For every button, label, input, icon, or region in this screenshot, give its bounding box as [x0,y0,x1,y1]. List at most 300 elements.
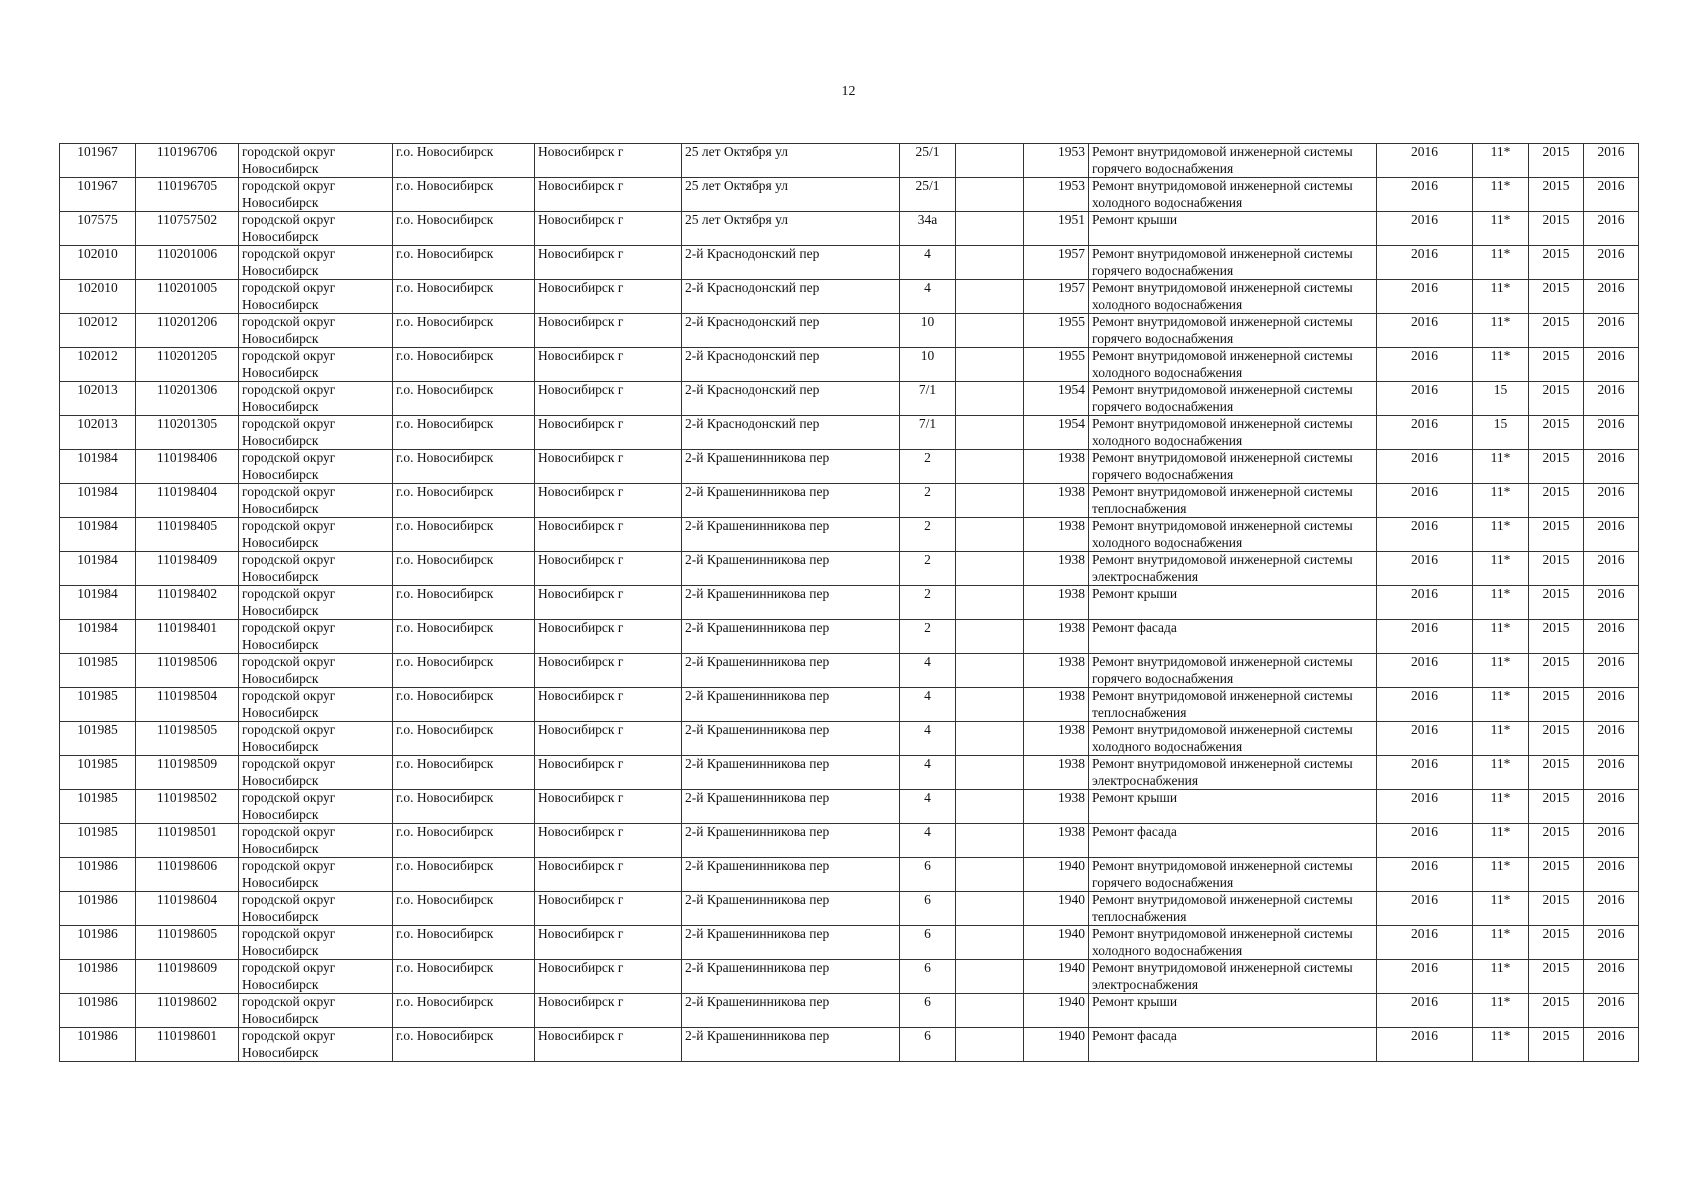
start-year-cell: 2015 [1529,858,1584,892]
district-cell: г.о. Новосибирск [393,824,535,858]
municipality-cell: городской округ Новосибирск [239,994,393,1028]
plan-year-cell: 2016 [1377,518,1473,552]
building-cell [956,552,1024,586]
end-year-cell: 2016 [1584,416,1639,450]
street-cell: 2-й Крашенинникова пер [682,450,900,484]
start-year-cell: 2015 [1529,484,1584,518]
street-cell: 2-й Крашенинникова пер [682,756,900,790]
year-built-cell: 1938 [1024,756,1089,790]
work-type-cell: Ремонт внутридомовой инженерной системы холодного водоснабжения [1089,178,1377,212]
plan-year-cell: 2016 [1377,212,1473,246]
plan-year-cell: 2016 [1377,144,1473,178]
year-built-cell: 1954 [1024,382,1089,416]
work-type-cell: Ремонт внутридомовой инженерной системы холодного водоснабжения [1089,416,1377,450]
year-built-cell: 1940 [1024,926,1089,960]
table-row [60,382,1639,416]
plan-year-cell: 2016 [1377,246,1473,280]
table-row [60,1028,1639,1062]
work-type-cell: Ремонт крыши [1089,586,1377,620]
building-cell [956,1028,1024,1062]
start-year-cell: 2015 [1529,586,1584,620]
object-id-cell: 110198602 [136,994,239,1028]
end-year-cell: 2016 [1584,756,1639,790]
street-cell: 2-й Краснодонский пер [682,416,900,450]
start-year-cell: 2015 [1529,620,1584,654]
criterion-cell: 15 [1473,382,1529,416]
building-cell [956,654,1024,688]
object-id-cell: 110196705 [136,178,239,212]
object-id-cell: 110201205 [136,348,239,382]
plan-year-cell: 2016 [1377,348,1473,382]
start-year-cell: 2015 [1529,212,1584,246]
object-id-cell: 110198609 [136,960,239,994]
municipality-cell: городской округ Новосибирск [239,416,393,450]
plan-year-cell: 2016 [1377,1028,1473,1062]
work-type-cell: Ремонт фасада [1089,824,1377,858]
house-id-cell: 101985 [60,756,136,790]
building-cell [956,790,1024,824]
city-cell: Новосибирск г [535,450,682,484]
street-cell: 2-й Крашенинникова пер [682,892,900,926]
municipality-cell: городской округ Новосибирск [239,348,393,382]
work-type-cell: Ремонт внутридомовой инженерной системы электроснабжения [1089,960,1377,994]
city-cell: Новосибирск г [535,348,682,382]
city-cell: Новосибирск г [535,416,682,450]
street-cell: 2-й Крашенинникова пер [682,824,900,858]
street-cell: 2-й Крашенинникова пер [682,484,900,518]
building-cell [956,144,1024,178]
city-cell: Новосибирск г [535,178,682,212]
work-type-cell: Ремонт внутридомовой инженерной системы горячего водоснабжения [1089,858,1377,892]
criterion-cell: 15 [1473,416,1529,450]
house-number-cell: 2 [900,586,956,620]
table-row [60,586,1639,620]
municipality-cell: городской округ Новосибирск [239,654,393,688]
start-year-cell: 2015 [1529,552,1584,586]
city-cell: Новосибирск г [535,552,682,586]
end-year-cell: 2016 [1584,1028,1639,1062]
house-id-cell: 101986 [60,1028,136,1062]
municipality-cell: городской округ Новосибирск [239,960,393,994]
year-built-cell: 1940 [1024,1028,1089,1062]
table-row [60,348,1639,382]
table-row [60,858,1639,892]
start-year-cell: 2015 [1529,178,1584,212]
district-cell: г.о. Новосибирск [393,960,535,994]
city-cell: Новосибирск г [535,892,682,926]
year-built-cell: 1938 [1024,620,1089,654]
city-cell: Новосибирск г [535,790,682,824]
object-id-cell: 110198504 [136,688,239,722]
year-built-cell: 1957 [1024,280,1089,314]
building-cell [956,246,1024,280]
house-number-cell: 4 [900,688,956,722]
house-id-cell: 101985 [60,654,136,688]
municipality-cell: городской округ Новосибирск [239,926,393,960]
house-number-cell: 6 [900,892,956,926]
object-id-cell: 110201206 [136,314,239,348]
district-cell: г.о. Новосибирск [393,756,535,790]
object-id-cell: 110198404 [136,484,239,518]
house-id-cell: 101985 [60,790,136,824]
municipality-cell: городской округ Новосибирск [239,552,393,586]
city-cell: Новосибирск г [535,586,682,620]
house-id-cell: 101986 [60,960,136,994]
start-year-cell: 2015 [1529,314,1584,348]
house-id-cell: 101986 [60,926,136,960]
object-id-cell: 110198505 [136,722,239,756]
criterion-cell: 11* [1473,212,1529,246]
start-year-cell: 2015 [1529,756,1584,790]
criterion-cell: 11* [1473,348,1529,382]
object-id-cell: 110198405 [136,518,239,552]
object-id-cell: 110198606 [136,858,239,892]
municipality-cell: городской округ Новосибирск [239,756,393,790]
street-cell: 2-й Крашенинникова пер [682,688,900,722]
object-id-cell: 110198401 [136,620,239,654]
plan-year-cell: 2016 [1377,994,1473,1028]
building-cell [956,926,1024,960]
object-id-cell: 110198501 [136,824,239,858]
criterion-cell: 11* [1473,280,1529,314]
district-cell: г.о. Новосибирск [393,178,535,212]
plan-year-cell: 2016 [1377,858,1473,892]
start-year-cell: 2015 [1529,688,1584,722]
street-cell: 2-й Краснодонский пер [682,314,900,348]
house-number-cell: 25/1 [900,144,956,178]
criterion-cell: 11* [1473,858,1529,892]
plan-year-cell: 2016 [1377,484,1473,518]
plan-year-cell: 2016 [1377,824,1473,858]
district-cell: г.о. Новосибирск [393,858,535,892]
house-id-cell: 101984 [60,518,136,552]
criterion-cell: 11* [1473,246,1529,280]
district-cell: г.о. Новосибирск [393,722,535,756]
year-built-cell: 1957 [1024,246,1089,280]
city-cell: Новосибирск г [535,280,682,314]
street-cell: 2-й Крашенинникова пер [682,518,900,552]
start-year-cell: 2015 [1529,382,1584,416]
city-cell: Новосибирск г [535,960,682,994]
criterion-cell: 11* [1473,484,1529,518]
house-id-cell: 101986 [60,858,136,892]
year-built-cell: 1938 [1024,484,1089,518]
building-cell [956,858,1024,892]
building-cell [956,688,1024,722]
street-cell: 2-й Крашенинникова пер [682,654,900,688]
year-built-cell: 1953 [1024,144,1089,178]
object-id-cell: 110198506 [136,654,239,688]
table-row [60,144,1639,178]
house-number-cell: 34а [900,212,956,246]
plan-year-cell: 2016 [1377,790,1473,824]
year-built-cell: 1938 [1024,722,1089,756]
city-cell: Новосибирск г [535,722,682,756]
criterion-cell: 11* [1473,756,1529,790]
work-type-cell: Ремонт внутридомовой инженерной системы холодного водоснабжения [1089,348,1377,382]
plan-year-cell: 2016 [1377,552,1473,586]
table-row [60,892,1639,926]
building-cell [956,484,1024,518]
work-type-cell: Ремонт крыши [1089,790,1377,824]
building-cell [956,960,1024,994]
house-number-cell: 4 [900,246,956,280]
municipality-cell: городской округ Новосибирск [239,280,393,314]
house-number-cell: 4 [900,722,956,756]
street-cell: 2-й Краснодонский пер [682,280,900,314]
end-year-cell: 2016 [1584,926,1639,960]
house-number-cell: 4 [900,824,956,858]
house-number-cell: 6 [900,858,956,892]
street-cell: 25 лет Октября ул [682,178,900,212]
criterion-cell: 11* [1473,790,1529,824]
house-id-cell: 101984 [60,450,136,484]
municipality-cell: городской округ Новосибирск [239,518,393,552]
district-cell: г.о. Новосибирск [393,552,535,586]
city-cell: Новосибирск г [535,314,682,348]
start-year-cell: 2015 [1529,416,1584,450]
table-row [60,926,1639,960]
year-built-cell: 1940 [1024,960,1089,994]
house-number-cell: 6 [900,960,956,994]
house-id-cell: 102012 [60,314,136,348]
work-type-cell: Ремонт внутридомовой инженерной системы теплоснабжения [1089,484,1377,518]
object-id-cell: 110198604 [136,892,239,926]
criterion-cell: 11* [1473,178,1529,212]
work-type-cell: Ремонт внутридомовой инженерной системы горячего водоснабжения [1089,246,1377,280]
object-id-cell: 110201306 [136,382,239,416]
house-number-cell: 4 [900,790,956,824]
municipality-cell: городской округ Новосибирск [239,586,393,620]
house-id-cell: 101985 [60,824,136,858]
table-row [60,756,1639,790]
end-year-cell: 2016 [1584,552,1639,586]
house-number-cell: 2 [900,450,956,484]
city-cell: Новосибирск г [535,756,682,790]
end-year-cell: 2016 [1584,960,1639,994]
end-year-cell: 2016 [1584,348,1639,382]
start-year-cell: 2015 [1529,790,1584,824]
building-cell [956,348,1024,382]
year-built-cell: 1954 [1024,416,1089,450]
city-cell: Новосибирск г [535,858,682,892]
table-row [60,654,1639,688]
work-type-cell: Ремонт крыши [1089,994,1377,1028]
start-year-cell: 2015 [1529,960,1584,994]
street-cell: 2-й Крашенинникова пер [682,722,900,756]
criterion-cell: 11* [1473,654,1529,688]
year-built-cell: 1938 [1024,688,1089,722]
plan-year-cell: 2016 [1377,280,1473,314]
end-year-cell: 2016 [1584,280,1639,314]
end-year-cell: 2016 [1584,722,1639,756]
building-cell [956,722,1024,756]
house-id-cell: 107575 [60,212,136,246]
table-row [60,518,1639,552]
municipality-cell: городской округ Новосибирск [239,688,393,722]
municipality-cell: городской округ Новосибирск [239,314,393,348]
building-cell [956,994,1024,1028]
building-cell [956,314,1024,348]
building-cell [956,178,1024,212]
work-type-cell: Ремонт внутридомовой инженерной системы электроснабжения [1089,552,1377,586]
work-type-cell: Ремонт внутридомовой инженерной системы электроснабжения [1089,756,1377,790]
building-cell [956,416,1024,450]
table-row [60,416,1639,450]
end-year-cell: 2016 [1584,790,1639,824]
criterion-cell: 11* [1473,518,1529,552]
criterion-cell: 11* [1473,586,1529,620]
house-number-cell: 2 [900,518,956,552]
work-type-cell: Ремонт внутридомовой инженерной системы теплоснабжения [1089,688,1377,722]
building-cell [956,212,1024,246]
table-row [60,722,1639,756]
house-number-cell: 7/1 [900,416,956,450]
object-id-cell: 110201005 [136,280,239,314]
plan-year-cell: 2016 [1377,314,1473,348]
house-id-cell: 102013 [60,382,136,416]
house-number-cell: 4 [900,280,956,314]
start-year-cell: 2015 [1529,450,1584,484]
street-cell: 2-й Крашенинникова пер [682,994,900,1028]
end-year-cell: 2016 [1584,314,1639,348]
plan-year-cell: 2016 [1377,620,1473,654]
start-year-cell: 2015 [1529,348,1584,382]
table-row [60,450,1639,484]
city-cell: Новосибирск г [535,144,682,178]
work-type-cell: Ремонт фасада [1089,1028,1377,1062]
start-year-cell: 2015 [1529,892,1584,926]
building-cell [956,756,1024,790]
street-cell: 2-й Крашенинникова пер [682,1028,900,1062]
work-type-cell: Ремонт крыши [1089,212,1377,246]
plan-year-cell: 2016 [1377,450,1473,484]
district-cell: г.о. Новосибирск [393,144,535,178]
start-year-cell: 2015 [1529,994,1584,1028]
city-cell: Новосибирск г [535,1028,682,1062]
house-id-cell: 101984 [60,484,136,518]
municipality-cell: городской округ Новосибирск [239,722,393,756]
table-row [60,552,1639,586]
city-cell: Новосибирск г [535,620,682,654]
year-built-cell: 1938 [1024,586,1089,620]
end-year-cell: 2016 [1584,178,1639,212]
table-row [60,688,1639,722]
district-cell: г.о. Новосибирск [393,212,535,246]
work-type-cell: Ремонт внутридомовой инженерной системы холодного водоснабжения [1089,280,1377,314]
table-row [60,620,1639,654]
municipality-cell: городской округ Новосибирск [239,450,393,484]
object-id-cell: 110198509 [136,756,239,790]
building-cell [956,518,1024,552]
end-year-cell: 2016 [1584,858,1639,892]
work-type-cell: Ремонт внутридомовой инженерной системы горячего водоснабжения [1089,144,1377,178]
street-cell: 2-й Крашенинникова пер [682,552,900,586]
table-row [60,484,1639,518]
city-cell: Новосибирск г [535,688,682,722]
municipality-cell: городской округ Новосибирск [239,620,393,654]
start-year-cell: 2015 [1529,654,1584,688]
building-cell [956,620,1024,654]
criterion-cell: 11* [1473,960,1529,994]
district-cell: г.о. Новосибирск [393,586,535,620]
table-body [60,144,1639,1062]
plan-year-cell: 2016 [1377,722,1473,756]
municipality-cell: городской округ Новосибирск [239,246,393,280]
house-number-cell: 10 [900,348,956,382]
work-type-cell: Ремонт внутридомовой инженерной системы холодного водоснабжения [1089,722,1377,756]
house-id-cell: 101986 [60,892,136,926]
municipality-cell: городской округ Новосибирск [239,212,393,246]
plan-year-cell: 2016 [1377,178,1473,212]
end-year-cell: 2016 [1584,892,1639,926]
house-id-cell: 101986 [60,994,136,1028]
city-cell: Новосибирск г [535,994,682,1028]
work-type-cell: Ремонт внутридомовой инженерной системы горячего водоснабжения [1089,382,1377,416]
start-year-cell: 2015 [1529,280,1584,314]
table-row [60,960,1639,994]
criterion-cell: 11* [1473,144,1529,178]
building-cell [956,450,1024,484]
municipality-cell: городской округ Новосибирск [239,178,393,212]
year-built-cell: 1938 [1024,450,1089,484]
municipality-cell: городской округ Новосибирск [239,858,393,892]
district-cell: г.о. Новосибирск [393,314,535,348]
end-year-cell: 2016 [1584,382,1639,416]
end-year-cell: 2016 [1584,586,1639,620]
plan-year-cell: 2016 [1377,892,1473,926]
object-id-cell: 110196706 [136,144,239,178]
district-cell: г.о. Новосибирск [393,892,535,926]
criterion-cell: 11* [1473,314,1529,348]
object-id-cell: 110757502 [136,212,239,246]
object-id-cell: 110201006 [136,246,239,280]
year-built-cell: 1938 [1024,824,1089,858]
district-cell: г.о. Новосибирск [393,484,535,518]
street-cell: 25 лет Октября ул [682,212,900,246]
table-row [60,178,1639,212]
registry-table [59,143,1639,1062]
city-cell: Новосибирск г [535,246,682,280]
start-year-cell: 2015 [1529,246,1584,280]
district-cell: г.о. Новосибирск [393,994,535,1028]
table-row [60,824,1639,858]
start-year-cell: 2015 [1529,722,1584,756]
district-cell: г.о. Новосибирск [393,1028,535,1062]
criterion-cell: 11* [1473,926,1529,960]
plan-year-cell: 2016 [1377,382,1473,416]
table-row [60,790,1639,824]
house-id-cell: 101967 [60,144,136,178]
district-cell: г.о. Новосибирск [393,416,535,450]
city-cell: Новосибирск г [535,824,682,858]
year-built-cell: 1940 [1024,858,1089,892]
house-number-cell: 25/1 [900,178,956,212]
district-cell: г.о. Новосибирск [393,620,535,654]
house-number-cell: 6 [900,994,956,1028]
year-built-cell: 1938 [1024,790,1089,824]
start-year-cell: 2015 [1529,926,1584,960]
house-number-cell: 4 [900,756,956,790]
criterion-cell: 11* [1473,722,1529,756]
district-cell: г.о. Новосибирск [393,790,535,824]
plan-year-cell: 2016 [1377,586,1473,620]
criterion-cell: 11* [1473,688,1529,722]
object-id-cell: 110198406 [136,450,239,484]
municipality-cell: городской округ Новосибирск [239,1028,393,1062]
end-year-cell: 2016 [1584,144,1639,178]
house-number-cell: 6 [900,926,956,960]
